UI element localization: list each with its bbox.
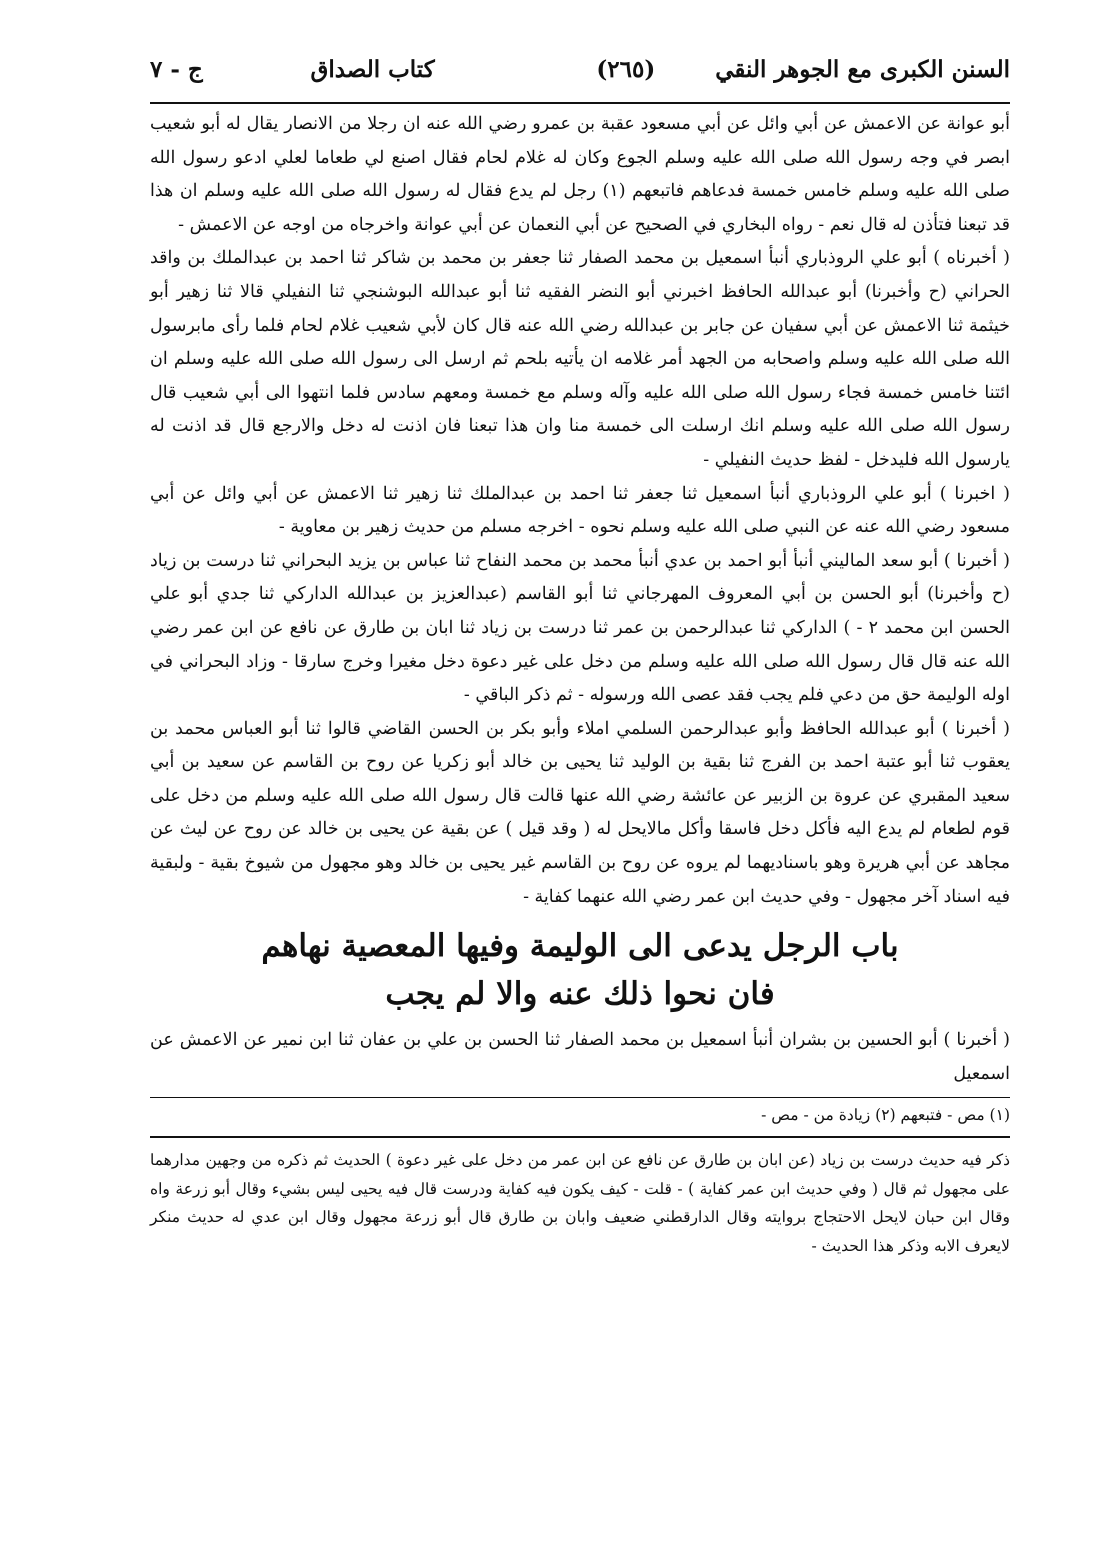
book-page: [150, 56, 1010, 1260]
commentary-text: [150, 1146, 1010, 1260]
paragraph: ( اخبرنا ) أبو علي الروذباري أنبأ اسمعيل ثنا جعفر ثنا احمد بن عبدالملك ثنا زهير ثنا الاعمش عن أبي وائل عن أبي مسعود رضي الله عنه عن النبي صلى الله عليه وسلم نحوه - اخرجه مسلم من حديث زهير بن معاوية -: [150, 483, 1010, 538]
chapter-heading-line-1: باب الرجل يدعى الى الوليمة وفيها المعصية نهاهم: [261, 928, 899, 965]
paragraph: ( أخبرنا ) أبو سعد الماليني أنبأ أبو احمد بن عدي أنبأ محمد بن محمد النفاح ثنا عباس بن يزيد البحراني ثنا درست بن زياد (ح وأخبرنا) أبو الحسن بن أبي المعروف المهرجاني ثنا أبو القاسم (عبدالعزيز بن عبدالله الداركي ثنا جدي أبو علي الحسن ابن محمد ٢ - ) الداركي ثنا عبدالرحمن بن عمر ثنا درست بن زياد ثنا ابان بن طارق عن نافع عن ابن عمر رضي الله عنه قال قال رسول الله صلى الله عليه وسلم من دخل على غير دعوة دخل مغيرا وخرج سارقا - وزاد البحراني في اوله الوليمة حق من دعي فلم يجب فقد عصى الله ورسوله - ثم ذكر الباقي -: [150, 550, 1010, 706]
page-number: (٢٦٥): [596, 56, 656, 83]
footnotes: (١) مص - فتبعهم (٢) زيادة من - مص -: [761, 1106, 1010, 1125]
volume-label: ج - ٧: [150, 56, 203, 83]
commentary-divider: [150, 1136, 1010, 1138]
chapter-name: كتاب الصداق: [310, 56, 435, 83]
paragraph: أبو عوانة عن الاعمش عن أبي وائل عن أبي مسعود عقبة بن عمرو رضي الله عنه ان رجلا من الانصار يقال له أبو شعيب ابصر في وجه رسول الله صلى الله عليه وسلم الجوع وكان له غلام لحام فقال اصنع لي طعاما لعلي ادعو رسول الله صلى الله عليه وسلم خامس خمسة فدعاهم فاتبعهم (١) رجل لم يدع فقال له رسول الله صلى الله عليه وسلم ان هذا قد تبعنا فتأذن له قال نعم - رواه البخاري في الصحيح عن أبي النعمان عن أبي عوانة واخرجاه من اوجه عن الاعمش -: [150, 114, 1010, 235]
paragraph: ( أخبرنا ) أبو عبدالله الحافظ وأبو عبدالرحمن السلمي املاء وأبو بكر بن الحسن القاضي قالوا ثنا أبو العباس محمد بن يعقوب ثنا أبو عتبة احمد بن الفرج ثنا بقية بن الوليد ثنا يحيى بن خالد أبو زكريا عن روح بن القاسم عن سعيد بن أبي سعيد المقبري عن عروة بن الزبير عن عائشة رضي الله عنها قالت قال رسول الله صلى الله عليه وسلم من دخل على قوم لطعام لم يدع اليه فأكل دخل فاسقا وأكل مالايحل له ( وقد قيل ) عن بقية عن يحيى بن خالد عن روح عن ليث عن مجاهد عن أبي هريرة وهو باسناديهما لم يروه عن روح بن القاسم غير يحيى بن خالد وهو مجهول من شيوخ بقية - ولبقية فيه اسناد آخر مجهول - وفي حديث ابن عمر رضي الله عنهما كفاية -: [150, 718, 1010, 907]
paragraph: ( أخبرناه ) أبو علي الروذباري أنبأ اسمعيل بن محمد الصفار ثنا جعفر بن محمد بن شاكر ثنا احمد بن عبدالملك بن واقد الحراني (ح وأخبرنا) أبو عبدالله الحافظ اخبرني أبو النضر الفقيه ثنا أبو عبدالله البوشنجي ثنا النفيلي قالا ثنا زهير أبو خيثمة ثنا الاعمش عن أبي سفيان عن جابر بن عبدالله رضي الله عنه قال كان لأبي شعيب غلام لحام فلما رأى مابرسول الله صلى الله عليه وسلم واصحابه من الجهد أمر غلامه ان يأتيه بلحم ثم ارسل الى رسول الله صلى الله عليه وسلم ان ائتنا خامس خمسة فجاء رسول الله صلى الله عليه وآله وسلم مع خمسة ومعهم سادس فلما انتهوا الى أبي شعيب قال رسول الله صلى الله عليه وسلم انك ارسلت الى خمسة منا وان هذا تبعنا فان اذنت له دخل والارجع قال قد اذنت له يارسول الله فليدخل - لفظ حديث النفيلي -: [150, 248, 1010, 470]
paragraph: ( أخبرنا ) أبو الحسين بن بشران أنبأ اسمعيل بن محمد الصفار ثنا الحسن بن علي بن عفان ثنا ابن نمير عن الاعمش عن اسمعيل: [150, 1030, 1010, 1084]
chapter-heading-line-2: فان نحوا ذلك عنه والا لم يجب: [385, 976, 775, 1013]
book-title: السنن الكبرى مع الجوهر النقي: [715, 56, 1010, 83]
chapter-heading: [150, 922, 1010, 1018]
main-text: [150, 108, 1010, 1091]
page-header: [150, 56, 1010, 104]
commentary-paragraph: ذكر فيه حديث درست بن زياد (عن ابان بن طارق عن نافع عن ابن عمر من دخل على غير دعوة ) الحديث ثم ذكره من وجهين مدارهما على مجهول ثم قال ( وفي حديث ابن عمر كفاية ) - قلت - كيف يكون فيه كفاية ودرست قال فيه يحيى ليس بشيء وقال أبو زرعة واه وقال ابن حبان لايحل الاحتجاج بروايته وقال الدارقطني ضعيف وابان بن طارق قال أبو زرعة مجهول وقال ابن عدي له حديث منكر لايعرف الابه وذكر هذا الحديث -: [150, 1151, 1010, 1255]
